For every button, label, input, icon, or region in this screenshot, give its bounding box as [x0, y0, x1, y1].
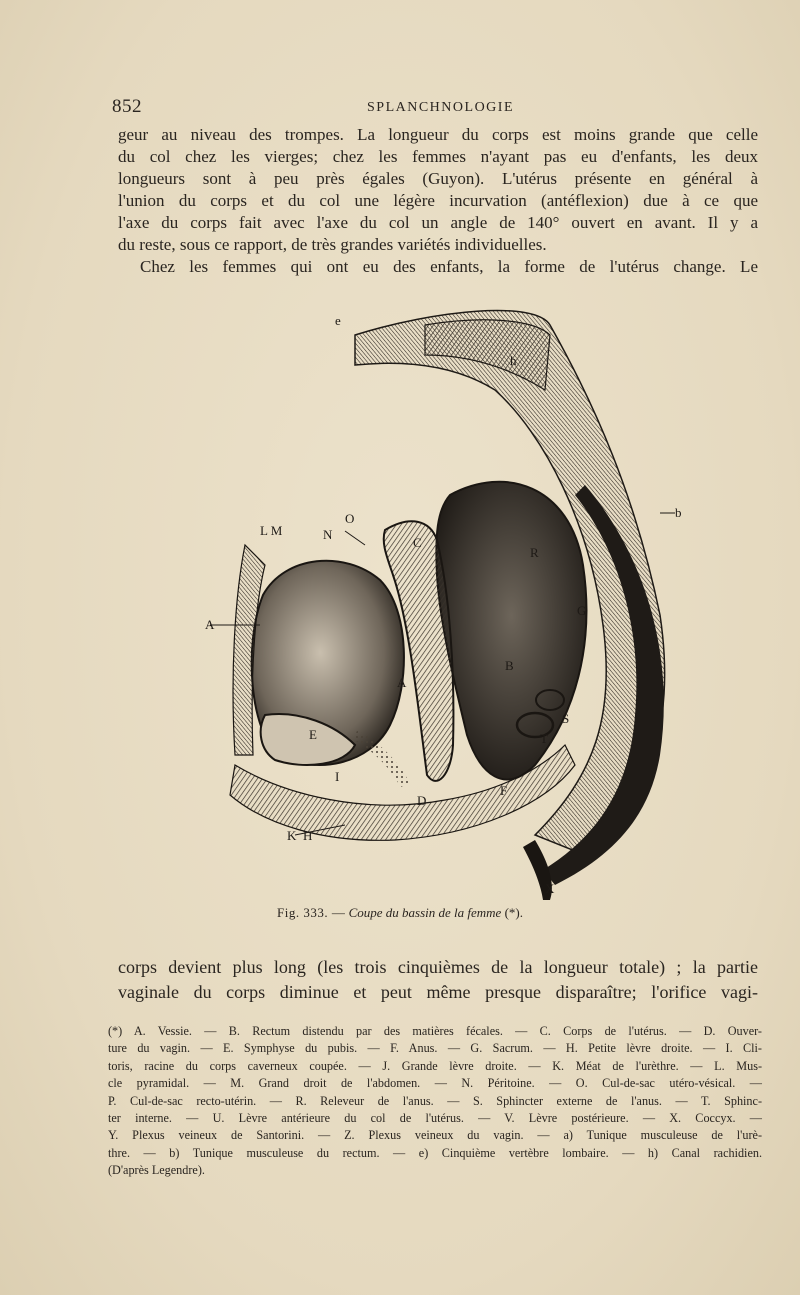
- figure-label-b: b: [675, 505, 682, 520]
- text-line: vaginale du corps diminue et peut même presque disparaître; l'orifice vagi-: [118, 982, 758, 1002]
- figure-label-lm: L M: [260, 523, 283, 538]
- page-header: [112, 96, 712, 118]
- figure-label-i: I: [335, 769, 340, 784]
- figure-label-f: F: [500, 783, 508, 798]
- figure-label-big-a: A: [397, 675, 407, 690]
- figure-label-t: T: [540, 731, 548, 746]
- figure-label-h: h: [510, 353, 517, 368]
- text-line: l'axe du corps fait avec l'axe du col un angle de 140° ouvert en avant. Il y a: [118, 213, 758, 232]
- figure-label-k: K: [287, 828, 297, 843]
- footnote-line: P. Cul-de-sac recto-utérin. — R. Releveur de l'anus. — S. Sphincter externe de l'anus. — T. Sphinc-: [108, 1093, 762, 1108]
- figure-label-n: N: [323, 527, 333, 542]
- figure-number: Fig. 333. —: [277, 905, 346, 920]
- figure-note-ref: (*).: [504, 905, 523, 920]
- text-line: corps devient plus long (les trois cinquièmes de la longueur totale) ; la partie: [118, 957, 758, 977]
- text-line: Chez les femmes qui ont eu des enfants, la forme de l'utérus change. Le: [140, 257, 758, 276]
- figure-label-c: C: [413, 535, 422, 550]
- figure-label-s: S: [562, 711, 570, 726]
- running-head: SPLANCHNOLOGIE: [367, 100, 514, 115]
- pelvis-section-engraving: [205, 295, 685, 900]
- figure-label-e-symphysis: E: [309, 727, 317, 742]
- figure-label-o: O: [345, 511, 355, 526]
- figure-label-d: D: [417, 793, 427, 808]
- text-line: longueurs sont à peu près égales (Guyon). L'utérus présente en général à: [118, 169, 758, 188]
- page-number: 852: [112, 96, 142, 117]
- footnote-line: ture du vagin. — E. Symphyse du pubis. — F. Anus. — G. Sacrum. — H. Petite lèvre droite. — I. Cli-: [108, 1041, 762, 1056]
- footnote-line: Y. Plexus veineux de Santorini. — Z. Plexus veineux du vagin. — a) Tunique musculeuse de l'urè-: [108, 1128, 762, 1143]
- figure-title: Coupe du bassin de la femme: [348, 905, 502, 920]
- footnote-line: (*) A. Vessie. — B. Rectum distendu par des matières fécales. — C. Corps de l'utérus. — D. Ouver-: [108, 1024, 762, 1038]
- figure-label-r: R: [530, 545, 539, 560]
- footnote-line: toris, racine du corps caverneux coupée. — J. Grande lèvre droite. — K. Méat de l'urèthre. — L. Mus-: [108, 1058, 762, 1073]
- figure-label-a: A: [205, 617, 215, 632]
- figure-label-e: e: [335, 313, 341, 328]
- figure-label-h-levre: H: [303, 828, 313, 843]
- footnote-line: cle pyramidal. — M. Grand droit de l'abdomen. — N. Péritoine. — O. Cul-de-sac utéro-vésical. —: [108, 1076, 762, 1091]
- intro-paragraph: [118, 124, 758, 278]
- figure-label-b-rectum: B: [505, 658, 514, 673]
- figure-legend-footnote: [108, 1023, 762, 1180]
- figure-label-x: X: [545, 881, 555, 896]
- text-line: du col chez les vierges; chez les femmes n'ayant pas eu d'enfants, les deux: [118, 147, 758, 166]
- footnote-line: (D'après Legendre).: [108, 1163, 205, 1178]
- text-line: l'union du corps et du col une légère incurvation (antéflexion) due à ce que: [118, 191, 758, 210]
- continuation-paragraph: [118, 955, 758, 1005]
- text-line: du reste, sous ce rapport, de très grandes variétés individuelles.: [118, 235, 547, 254]
- figure-caption: [0, 905, 800, 921]
- text-line: geur au niveau des trompes. La longueur du corps est moins grande que celle: [118, 125, 758, 144]
- footnote-line: ter interne. — U. Lèvre antérieure du col de l'utérus. — V. Lèvre postérieure. — X. Coccyx. —: [108, 1111, 762, 1126]
- figure-label-g: G: [577, 603, 587, 618]
- anatomical-figure: [205, 295, 685, 900]
- footnote-line: thre. — b) Tunique musculeuse du rectum. — e) Cinquième vertèbre lombaire. — h) Canal rachidien.: [108, 1145, 762, 1160]
